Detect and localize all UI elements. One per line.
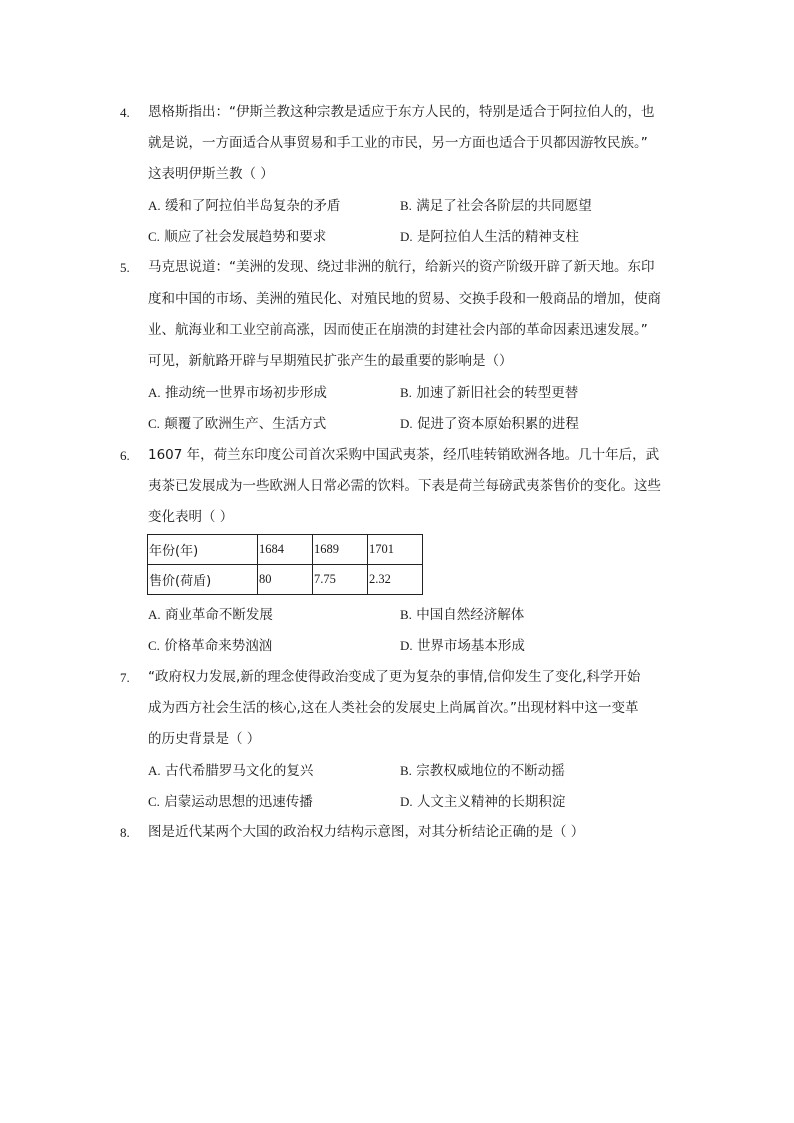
option-a[interactable]: A. 推动统一世界市场初步形成 <box>148 385 327 401</box>
option-a[interactable]: A. 缓和了阿拉伯半岛复杂的矛盾 <box>148 198 341 214</box>
option-d[interactable]: D. 世界市场基本形成 <box>400 638 525 654</box>
question-text-line: 可见，新航路开辟与早期殖民扩张产生的最重要的影响是（） <box>148 353 513 369</box>
price-table <box>147 534 423 595</box>
table-cell: 1701 <box>368 535 423 565</box>
question-number: 5. <box>120 260 130 275</box>
option-b[interactable]: B. 满足了社会各阶层的共同愿望 <box>400 198 592 214</box>
question-text-line: 1607 年，荷兰东印度公司首次采购中国武夷茶，经爪哇转销欧洲各地。几十年后，武 <box>148 447 660 463</box>
question-text-line: 恩格斯指出：“伊斯兰教这种宗教是适应于东方人民的，特别是适合于阿拉伯人的，也 <box>148 104 655 120</box>
question-text-line: 成为西方社会生活的核心,这在人类社会的发展史上尚属首次。”出现材料中这一变革 <box>148 700 639 716</box>
table-header-cell: 年份(年) <box>148 535 258 565</box>
question-text-line: “政府权力发展,新的理念使得政治变成了更为复杂的事情,信仰发生了变化,科学开始 <box>148 669 641 685</box>
table-cell: 1689 <box>313 535 368 565</box>
table-cell: 1684 <box>258 535 313 565</box>
option-d[interactable]: D. 促进了资本原始积累的进程 <box>400 416 579 432</box>
option-b[interactable]: B. 中国自然经济解体 <box>400 607 525 623</box>
option-a[interactable]: A. 古代希腊罗马文化的复兴 <box>148 763 314 779</box>
question-text-line: 度和中国的市场、美洲的殖民化、对殖民地的贸易、交换手段和一般商品的增加，使商 <box>148 291 661 307</box>
option-c[interactable]: C. 价格革命来势汹汹 <box>148 638 273 654</box>
question-text-line: 变化表明（ ） <box>148 509 234 525</box>
table-header-cell: 售价(荷盾) <box>148 565 258 595</box>
question-number: 6. <box>120 448 130 463</box>
table-cell: 7.75 <box>313 565 368 595</box>
question-text-line: 就是说，一方面适合从事贸易和手工业的市民，另一方面也适合于贝都因游牧民族。” <box>148 135 648 151</box>
question-text-line: 的历史背景是（ ） <box>148 731 261 747</box>
question-number: 8. <box>120 825 130 840</box>
option-b[interactable]: B. 加速了新旧社会的转型更替 <box>400 385 579 401</box>
option-c[interactable]: C. 启蒙运动思想的迅速传播 <box>148 794 313 810</box>
question-number: 4. <box>120 105 130 120</box>
question-text-line: 马克思说道：“美洲的发现、绕过非洲的航行，给新兴的资产阶级开辟了新天地。东印 <box>148 259 655 275</box>
option-c[interactable]: C. 颠覆了欧洲生产、生活方式 <box>148 416 327 432</box>
question-number: 7. <box>120 670 130 685</box>
table-row <box>148 565 423 595</box>
table-cell: 2.32 <box>368 565 423 595</box>
option-a[interactable]: A. 商业革命不断发展 <box>148 607 273 623</box>
table-row <box>148 535 423 565</box>
option-b[interactable]: B. 宗教权威地位的不断动摇 <box>400 763 565 779</box>
question-text-line: 这表明伊斯兰教（ ） <box>148 166 274 182</box>
table-cell: 80 <box>258 565 313 595</box>
question-text-line: 业、航海业和工业空前高涨，因而使正在崩溃的封建社会内部的革命因素迅速发展。” <box>148 322 648 338</box>
question-text-line: 夷茶已发展成为一些欧洲人日常必需的饮料。下表是荷兰每磅武夷茶售价的变化。这些 <box>148 478 661 494</box>
option-c[interactable]: C. 顺应了社会发展趋势和要求 <box>148 229 327 245</box>
option-d[interactable]: D. 人文主义精神的长期积淀 <box>400 794 566 810</box>
option-d[interactable]: D. 是阿拉伯人生活的精神支柱 <box>400 229 579 245</box>
question-text-line: 图是近代某两个大国的政治权力结构示意图，对其分析结论正确的是（ ） <box>148 824 585 840</box>
